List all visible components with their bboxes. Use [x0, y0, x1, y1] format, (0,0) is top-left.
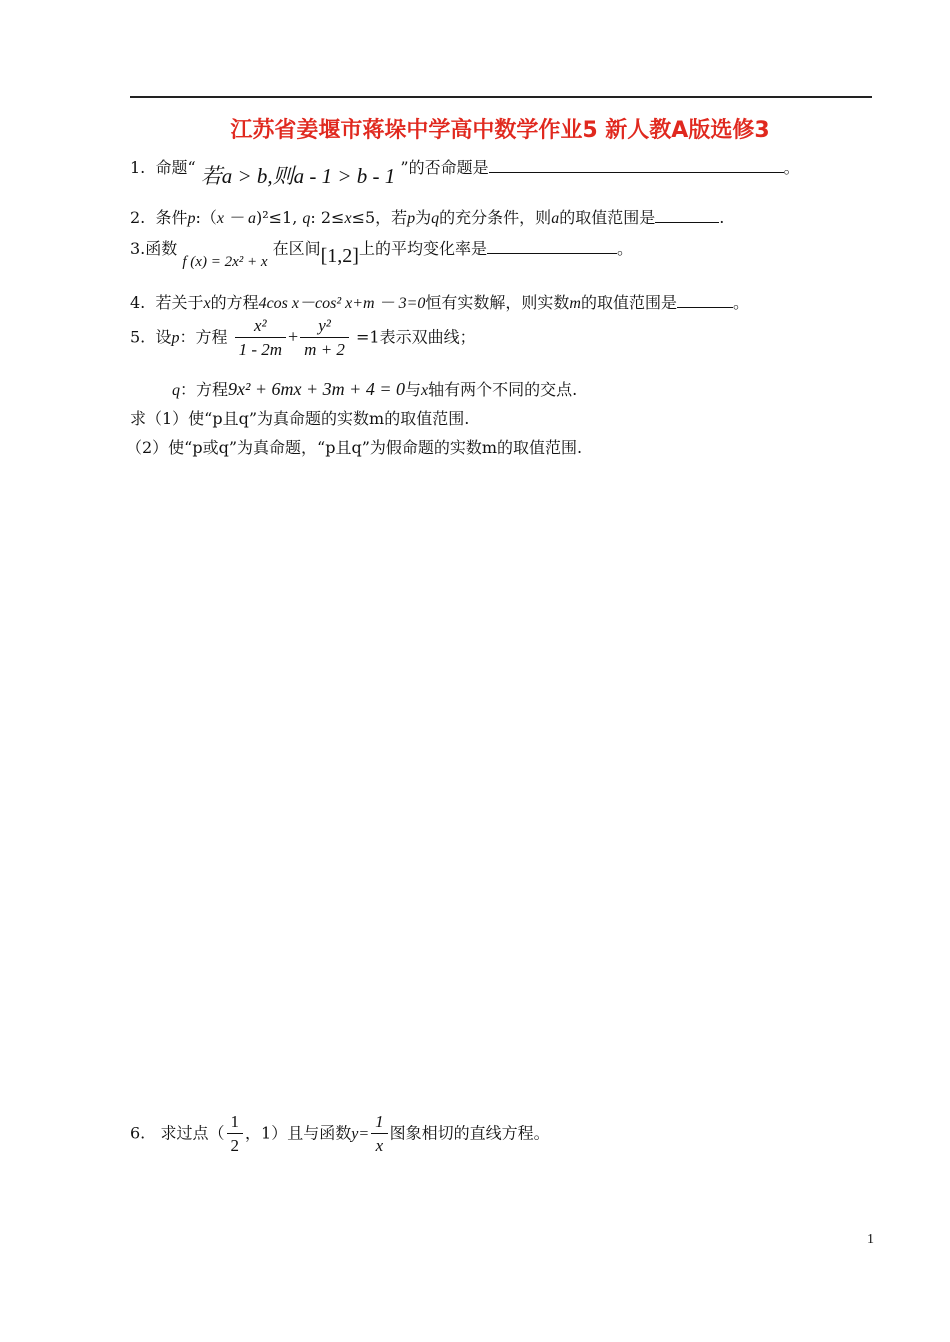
question-2 [130, 205, 724, 228]
question-1 [130, 150, 800, 188]
q2-expr: x － a [216, 210, 256, 227]
q5-frac2-den: m + 2 [300, 337, 349, 360]
q1-number: 1. [130, 158, 146, 177]
q2-a: a [551, 210, 560, 227]
q2-p: p [187, 210, 196, 227]
header-rule [130, 96, 872, 98]
q5-q-label: q [172, 382, 180, 399]
question-4 [130, 290, 749, 313]
q4-text-a: 若关于 [155, 293, 204, 312]
q3-answer-blank[interactable] [487, 253, 617, 254]
question-3 [130, 236, 633, 270]
q5-q-text-a: ：方程 [180, 380, 229, 399]
q5-frac2-num: y² [318, 316, 331, 335]
q5-text-a: 设 [155, 327, 172, 347]
q1-answer-blank[interactable] [489, 172, 784, 173]
page-title: 江苏省姜堰市蒋垛中学高中数学作业5 新人教A版选修3 [230, 118, 770, 143]
q3-number: 3. [130, 239, 146, 258]
q5-q-text-c: 轴有两个不同的交点. [428, 380, 578, 399]
q3-text-b: 在区间 [272, 239, 321, 258]
q2-mid: 为 [415, 208, 432, 227]
q2-text-a: 条件 [155, 208, 188, 227]
q6-func-den: x [371, 1133, 388, 1156]
q1-math: 若a > b,则a - 1 > b - 1 [200, 164, 396, 188]
q6-func-fraction [371, 1112, 388, 1156]
q1-end: 。 [783, 158, 800, 177]
q6-number: 6. [130, 1123, 146, 1143]
q5-fraction-2 [300, 316, 349, 360]
q4-text-b: 的方程 [210, 293, 259, 312]
q4-x: x [203, 295, 211, 312]
q2-tail: 的充分条件，则 [439, 208, 552, 227]
q2-number: 2. [130, 208, 146, 227]
q4-equation: 4cos x－cos² x+m － 3=0 [258, 295, 426, 312]
q2-p2: p [407, 210, 416, 227]
question-5 [130, 316, 476, 360]
q6-point-fraction [227, 1112, 244, 1156]
q6-frac-num: 1 [230, 1112, 240, 1131]
q2-ask: 的取值范围是 [559, 208, 656, 227]
q5-condition-q [172, 377, 577, 400]
q6-text-a: 求过点（ [160, 1123, 225, 1143]
q5-q-x: x [421, 382, 429, 399]
q2-x: x [344, 210, 352, 227]
q2-colon2: : 2≤ [310, 208, 345, 227]
q3-end: 。 [616, 239, 633, 258]
q6-frac-den: 2 [227, 1133, 244, 1156]
q5-number: 5. [130, 327, 146, 347]
q5-frac1-num: x² [253, 316, 267, 335]
q4-answer-blank[interactable] [677, 307, 733, 308]
q2-end: . [719, 208, 725, 227]
q5-q-text-b: 与 [404, 380, 421, 399]
q6-y: y= [351, 1125, 370, 1143]
q5-frac1-den: 1 - 2m [235, 337, 286, 360]
q4-number: 4. [130, 293, 146, 312]
q2-colon1: :（ [195, 208, 217, 227]
q3-text-c: 上的平均变化率是 [358, 239, 487, 258]
q5-fraction-1 [235, 316, 286, 360]
q1-emph: 否命题 [424, 158, 473, 177]
q3-func: f (x) = 2x² + x [182, 254, 268, 270]
q2-q: q [302, 210, 311, 227]
q1-tail-b: 是 [472, 158, 489, 177]
q5-part-2: （2）使“p或q”为真命题，“p且q”为假命题的实数m的取值范围. [126, 438, 583, 457]
q2-q2: q [431, 210, 440, 227]
q3-text-a: 函数 [145, 239, 178, 258]
page-number: 1 [867, 1232, 874, 1247]
q5-text-b: ：方程 [179, 327, 228, 347]
q2-sq: )²≤1, [255, 208, 298, 227]
q6-func-num: 1 [375, 1112, 384, 1131]
q2-answer-blank[interactable] [655, 222, 719, 223]
q4-end: 。 [732, 293, 749, 312]
q3-interval: [1,2] [320, 245, 359, 267]
q6-text-b: ，1）且与函数 [245, 1123, 352, 1143]
q4-text-d: 的取值范围是 [580, 293, 677, 312]
q5-part-1: 求（1）使“p且q”为真命题的实数m的取值范围. [130, 409, 470, 428]
question-6 [130, 1112, 550, 1156]
q1-tail-a: ”的 [400, 158, 425, 177]
q5-plus: + [288, 326, 299, 347]
q5-p: p [171, 329, 180, 347]
q5-q-equation: 9x² + 6mx + 3m + 4 = 0 [228, 379, 405, 399]
q5-text-c: =1表示双曲线； [356, 327, 476, 347]
q6-text-c: 图象相切的直线方程。 [389, 1123, 550, 1143]
q2-le5: ≤5，若 [351, 208, 408, 227]
q4-text-c: 恒有实数解，则实数 [425, 293, 570, 312]
q4-m: m [569, 295, 581, 312]
q1-lead: 命题“ [155, 158, 196, 177]
